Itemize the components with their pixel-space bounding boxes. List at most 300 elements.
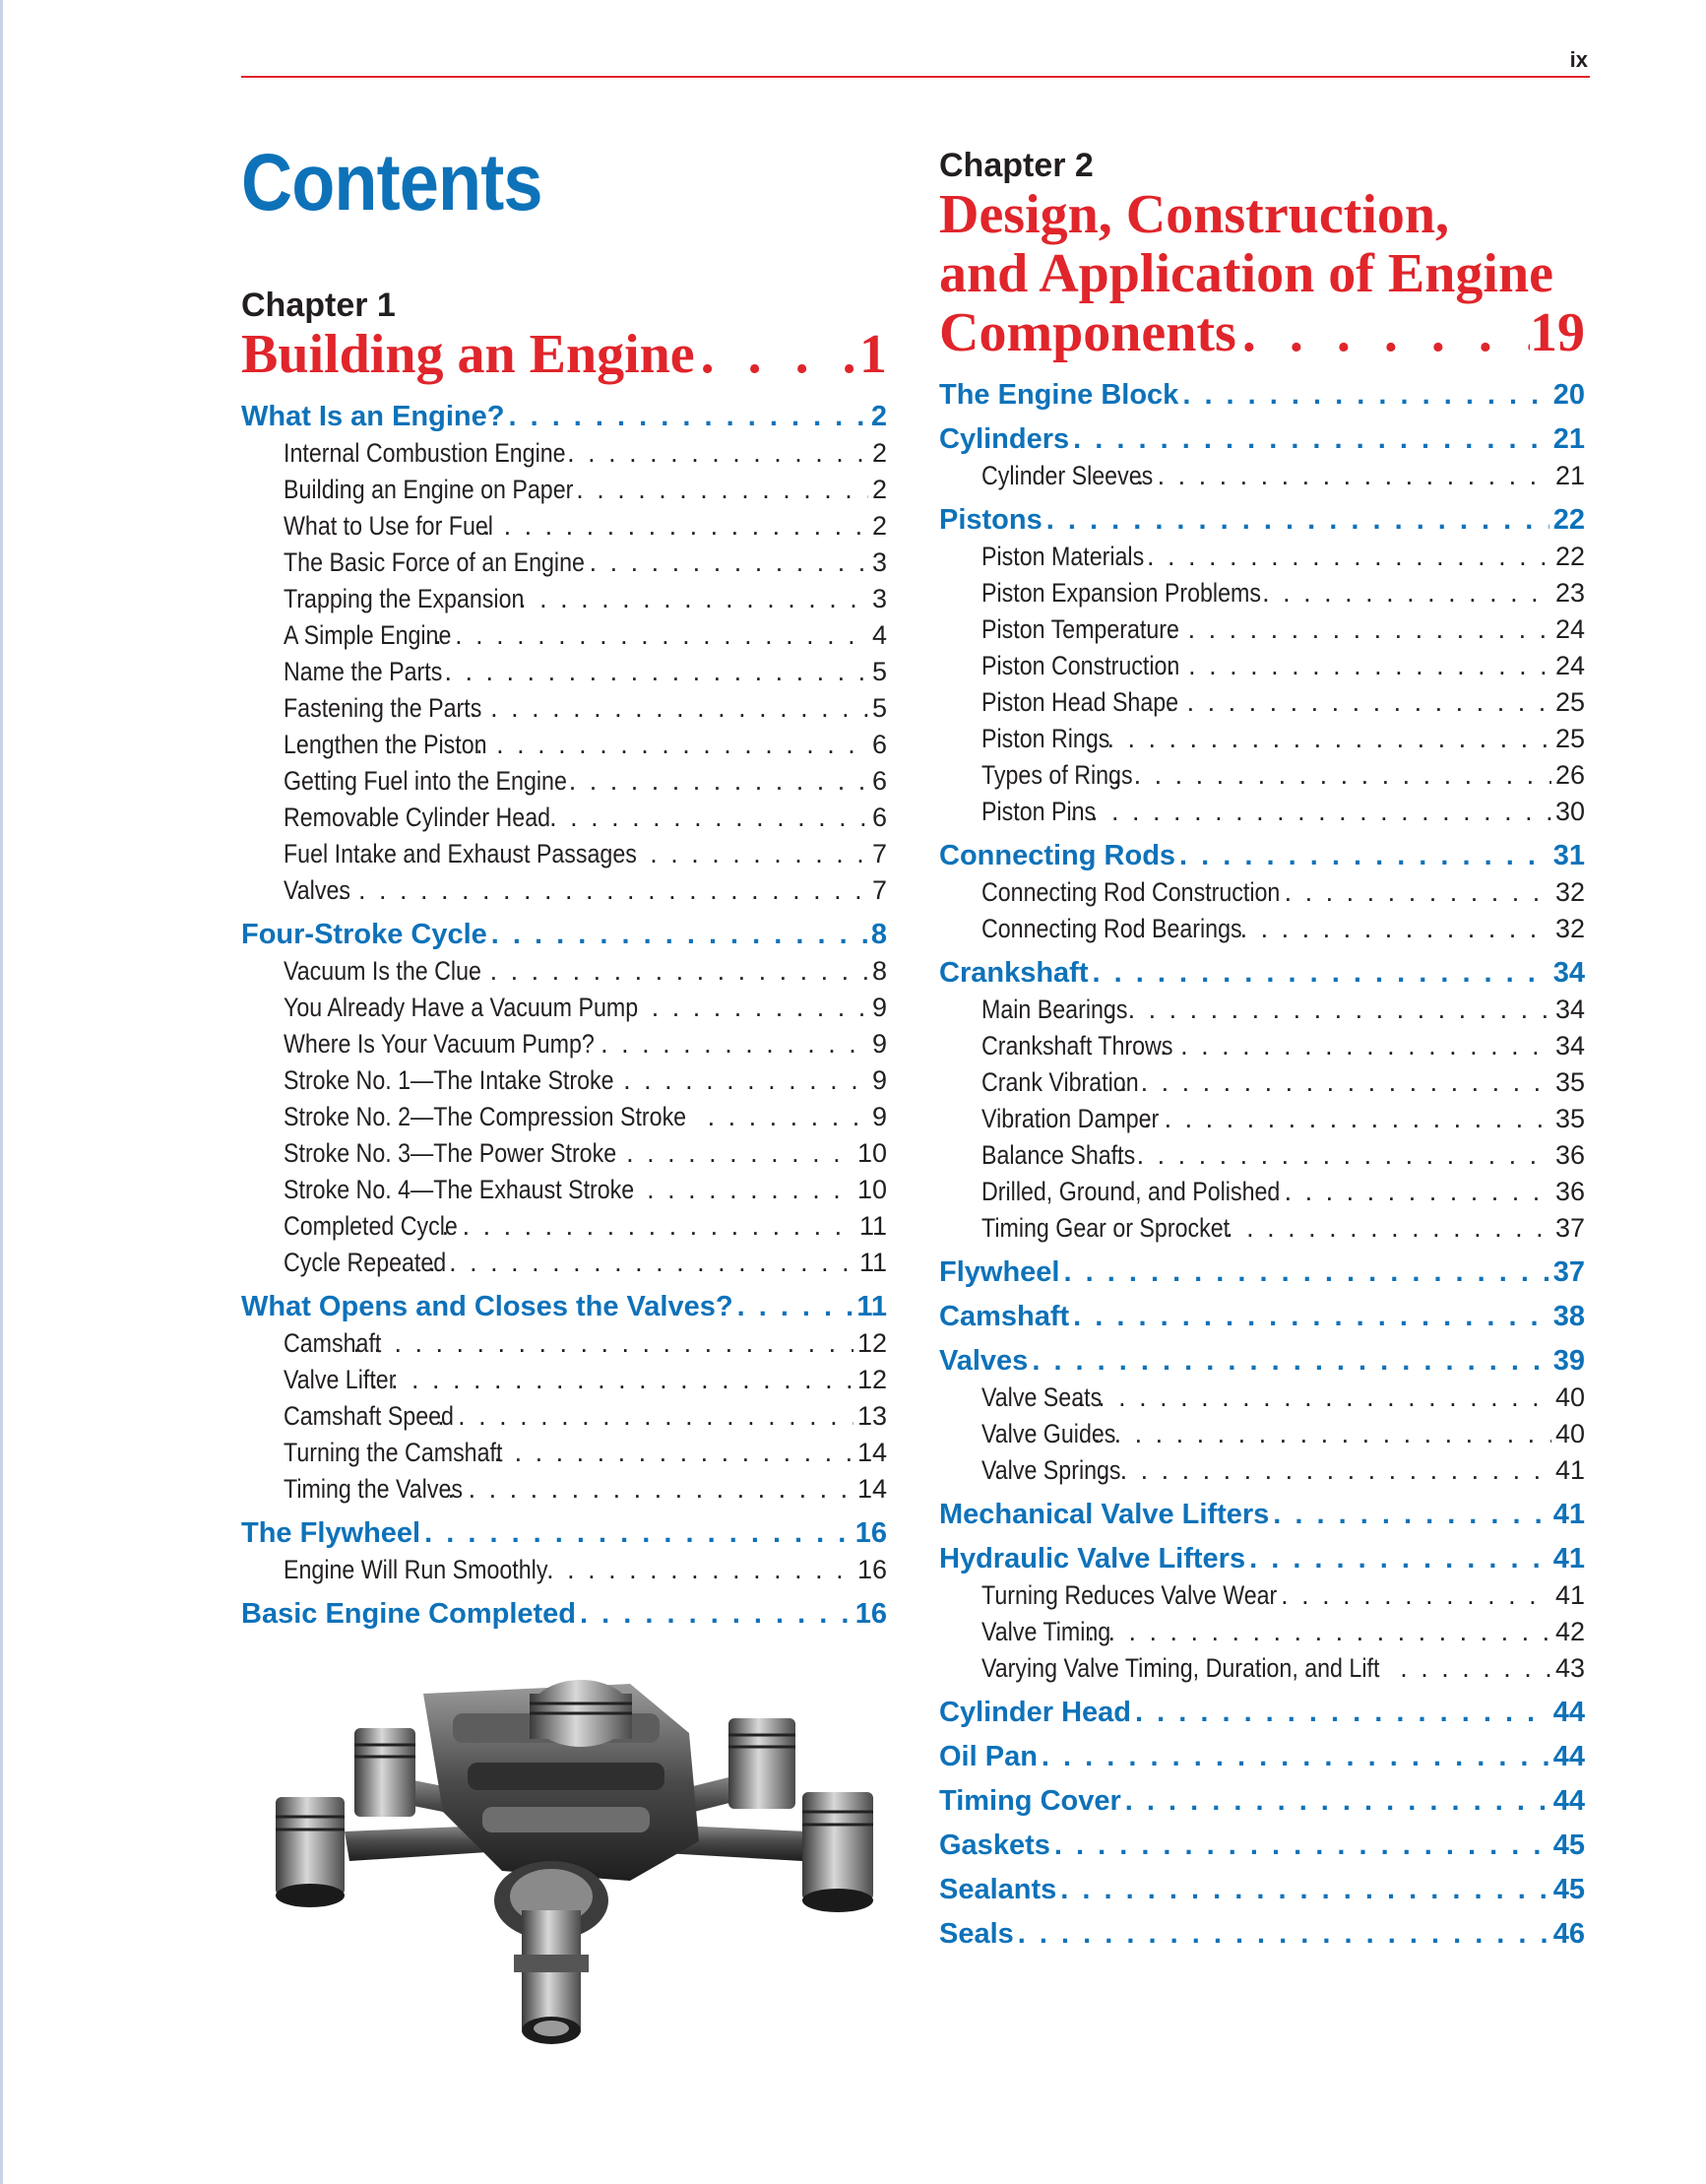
dot-leader: [1160, 1028, 1551, 1064]
toc-item-stroke-no-4-the-exhaust-stroke-title: Stroke No. 4—The Exhaust Stroke: [284, 1175, 635, 1204]
dot-leader: [1064, 1253, 1549, 1291]
toc-item-valve-lifter-page: 12: [856, 1365, 887, 1394]
page-edge: [0, 0, 3, 2184]
toc-item-camshaft-page: 12: [856, 1328, 887, 1358]
dot-leader: [1032, 1342, 1548, 1380]
toc-item-engine-will-run-smoothly[interactable]: [241, 1552, 887, 1588]
dot-leader: [1113, 757, 1551, 794]
toc-item-cycle-repeated-page: 11: [858, 1248, 887, 1277]
dot-leader: [1285, 874, 1551, 911]
dot-leader: [1281, 1577, 1551, 1614]
toc-item-cycle-repeated-title: Cycle Repeated: [284, 1248, 447, 1277]
dot-leader: [1262, 575, 1551, 611]
dot-leader: [1100, 1452, 1551, 1489]
dot-leader: [491, 916, 867, 953]
toc-item-turning-reduces-valve-wear-page: 41: [1554, 1580, 1585, 1610]
dot-leader: [546, 1552, 853, 1588]
dot-leader: [1060, 1871, 1548, 1908]
toc-item-piston-pins-title: Piston Pins: [981, 797, 1097, 826]
toc-item-getting-fuel-into-the-engine-title: Getting Fuel into the Engine: [284, 766, 567, 796]
toc-section-cylinders-title: Cylinders: [939, 423, 1070, 455]
toc-section-what-opens-and-closes-the-valves-title: What Opens and Closes the Valves?: [241, 1291, 733, 1322]
toc-item-timing-gear-or-sprocket-title: Timing Gear or Sprocket: [981, 1213, 1231, 1243]
toc-section-pistons-page: 22: [1552, 504, 1585, 536]
toc-item-crank-vibration[interactable]: [939, 1064, 1585, 1101]
dot-leader: [1182, 376, 1548, 414]
toc-item-fuel-intake-and-exhaust-passages-page: 7: [871, 839, 887, 868]
toc-section-four-stroke-cycle-title: Four-Stroke Cycle: [241, 919, 487, 950]
toc-item-camshaft-speed-title: Camshaft Speed: [284, 1401, 454, 1431]
toc-item-crank-vibration-page: 35: [1554, 1067, 1585, 1097]
toc-item-building-an-engine-on-paper[interactable]: [241, 472, 887, 508]
toc-item-valve-timing-title: Valve Timing: [981, 1617, 1111, 1646]
toc-section-what-is-an-engine-title: What Is an Engine?: [241, 401, 505, 432]
toc-item-the-basic-force-of-an-engine-page: 3: [871, 547, 887, 577]
toc-item-crankshaft-throws[interactable]: [939, 1028, 1585, 1064]
toc-section-sealants-page: 45: [1552, 1874, 1585, 1905]
chapter-2-column: [939, 146, 1585, 1953]
toc-item-turning-the-camshaft-title: Turning the Camshaft: [284, 1438, 503, 1467]
toc-section-mechanical-valve-lifters[interactable]: [939, 1496, 1585, 1533]
toc-item-turning-the-camshaft[interactable]: [241, 1435, 887, 1471]
chapter-title-line: [241, 325, 887, 384]
toc-item-a-simple-engine[interactable]: [241, 617, 887, 654]
toc-item-engine-will-run-smoothly-page: 16: [856, 1555, 887, 1584]
dot-leader: [508, 398, 866, 435]
toc-item-fuel-intake-and-exhaust-passages[interactable]: [241, 836, 887, 872]
toc-item-piston-expansion-problems[interactable]: [939, 575, 1585, 611]
dot-leader: [1070, 794, 1551, 830]
dot-leader: [1042, 1738, 1549, 1775]
toc-item-connecting-rod-bearings-page: 32: [1554, 914, 1585, 943]
toc-item-valve-springs-page: 41: [1554, 1455, 1585, 1485]
toc-item-types-of-rings-page: 26: [1554, 760, 1585, 790]
toc-item-turning-reduces-valve-wear-title: Turning Reduces Valve Wear: [981, 1580, 1278, 1610]
toc-item-camshaft[interactable]: [241, 1325, 887, 1362]
dot-leader: [1226, 1210, 1551, 1247]
chapter-title-line: [939, 185, 1585, 244]
toc-section-camshaft[interactable]: [939, 1298, 1585, 1335]
toc-item-connecting-rod-construction-title: Connecting Rod Construction: [981, 877, 1281, 907]
toc-item-the-basic-force-of-an-engine-title: The Basic Force of an Engine: [284, 547, 585, 577]
toc-item-valves-page: 7: [871, 875, 887, 905]
toc-item-fastening-the-parts-title: Fastening the Parts: [284, 693, 482, 723]
toc-section-seals-title: Seals: [939, 1918, 1014, 1950]
toc-item-removable-cylinder-head-title: Removable Cylinder Head: [284, 803, 551, 832]
toc-item-stroke-no-3-the-power-stroke[interactable]: [241, 1135, 887, 1172]
toc-section-what-is-an-engine[interactable]: [241, 398, 887, 435]
toc-item-crankshaft-throws-title: Crankshaft Throws: [981, 1031, 1173, 1060]
toc-section-hydraulic-valve-lifters-page: 41: [1552, 1543, 1585, 1574]
toc-section-gaskets[interactable]: [939, 1827, 1585, 1864]
dot-leader: [434, 617, 868, 654]
toc-item-stroke-no-2-the-compression-stroke-page: 9: [871, 1102, 887, 1131]
toc-item-valve-guides-title: Valve Guides: [981, 1419, 1116, 1448]
toc-item-valve-lifter[interactable]: [241, 1362, 887, 1398]
dot-leader: [370, 1362, 853, 1398]
toc-item-drilled-ground-and-polished-title: Drilled, Ground, and Polished: [981, 1177, 1281, 1206]
toc-item-stroke-no-3-the-power-stroke-page: 10: [856, 1138, 887, 1168]
dot-leader: [437, 1398, 853, 1435]
dot-leader: [708, 1099, 868, 1135]
toc-item-piston-rings-title: Piston Rings: [981, 724, 1110, 753]
toc-item-vibration-damper-page: 35: [1554, 1104, 1585, 1133]
chapter-title-text: Design, Construction,: [939, 184, 1450, 245]
toc-item-completed-cycle-title: Completed Cycle: [284, 1211, 458, 1241]
toc-item-completed-cycle[interactable]: [241, 1208, 887, 1245]
dot-leader: [353, 1325, 853, 1362]
chapter-title-text: Components: [939, 302, 1236, 363]
dot-leader: [1018, 1915, 1549, 1953]
toc-item-valve-timing-page: 42: [1554, 1617, 1585, 1646]
toc-item-cylinder-sleeves-page: 21: [1554, 461, 1585, 490]
toc-item-stroke-no-1-the-intake-stroke-title: Stroke No. 1—The Intake Stroke: [284, 1065, 614, 1095]
toc-item-you-already-have-a-vacuum-pump[interactable]: [241, 990, 887, 1026]
toc-item-piston-expansion-problems-page: 23: [1554, 578, 1585, 608]
chapter-title-line: [939, 303, 1585, 362]
dot-leader: [1126, 539, 1551, 575]
toc-item-valve-seats[interactable]: [939, 1380, 1585, 1416]
toc-item-where-is-your-vacuum-pump-page: 9: [871, 1029, 887, 1059]
chapter-2-toc: [939, 376, 1585, 1953]
toc-section-sealants[interactable]: [939, 1871, 1585, 1908]
dot-leader: [519, 581, 868, 617]
toc-item-timing-the-valves-title: Timing the Valves: [284, 1474, 463, 1504]
toc-item-lengthen-the-piston-title: Lengthen the Piston: [284, 730, 487, 759]
dot-leader: [1137, 458, 1551, 494]
toc-item-varying-valve-timing-duration-and-lift-page: 43: [1554, 1653, 1585, 1683]
toc-item-main-bearings-title: Main Bearings: [981, 995, 1128, 1024]
toc-item-piston-rings[interactable]: [939, 721, 1585, 757]
chapter-1-label: Chapter 1: [241, 287, 396, 324]
engine-crankshaft-pistons-photo: [256, 1674, 886, 2068]
toc-item-crank-vibration-title: Crank Vibration: [981, 1067, 1139, 1097]
toc-section-flywheel[interactable]: [939, 1253, 1585, 1291]
toc-section-oil-pan-title: Oil Pan: [939, 1741, 1038, 1772]
toc-item-connecting-rod-bearings[interactable]: [939, 911, 1585, 947]
dot-leader: [1168, 648, 1551, 684]
toc-section-cylinders-page: 21: [1552, 423, 1585, 455]
dot-leader: [1400, 1650, 1551, 1687]
toc-item-building-an-engine-on-paper-page: 2: [871, 475, 887, 504]
dot-leader: [470, 953, 868, 990]
dot-leader: [590, 545, 868, 581]
dot-leader: [1073, 1298, 1549, 1335]
toc-section-connecting-rods-page: 31: [1552, 840, 1585, 871]
toc-section-flywheel-title: Flywheel: [939, 1256, 1060, 1288]
toc-item-main-bearings[interactable]: [939, 992, 1585, 1028]
toc-item-stroke-no-2-the-compression-stroke-title: Stroke No. 2—The Compression Stroke: [284, 1102, 687, 1131]
toc-item-piston-materials[interactable]: [939, 539, 1585, 575]
dot-leader: [650, 836, 868, 872]
chapter-title-text: Building an Engine: [241, 324, 695, 385]
toc-item-lengthen-the-piston-page: 6: [871, 730, 887, 759]
dot-leader: [569, 763, 868, 800]
toc-section-timing-cover[interactable]: [939, 1782, 1585, 1820]
toc-item-internal-combustion-engine-title: Internal Combustion Engine: [284, 438, 566, 468]
toc-section-valves-title: Valves: [939, 1345, 1029, 1377]
toc-item-removable-cylinder-head[interactable]: [241, 800, 887, 836]
toc-section-the-flywheel-title: The Flywheel: [241, 1517, 421, 1549]
dot-leader: [576, 472, 868, 508]
toc-section-the-engine-block[interactable]: [939, 376, 1585, 414]
toc-item-balance-shafts-page: 36: [1554, 1140, 1585, 1170]
toc-item-building-an-engine-on-paper-title: Building an Engine on Paper: [284, 475, 574, 504]
toc-section-timing-cover-page: 44: [1552, 1785, 1585, 1817]
dot-leader: [470, 690, 868, 727]
toc-section-cylinders[interactable]: [939, 420, 1585, 458]
toc-section-cylinder-head-page: 44: [1552, 1697, 1585, 1728]
toc-item-removable-cylinder-head-page: 6: [871, 803, 887, 832]
toc-item-cycle-repeated[interactable]: [241, 1245, 887, 1281]
dot-leader: [1116, 1137, 1551, 1174]
dot-leader: [1168, 611, 1551, 648]
toc-item-stroke-no-4-the-exhaust-stroke-page: 10: [856, 1175, 887, 1204]
toc-item-vibration-damper-title: Vibration Damper: [981, 1104, 1160, 1133]
toc-item-stroke-no-1-the-intake-stroke-page: 9: [871, 1065, 887, 1095]
dot-leader: [317, 872, 868, 909]
toc-section-gaskets-title: Gaskets: [939, 1830, 1050, 1861]
toc-item-piston-rings-page: 25: [1554, 724, 1585, 753]
toc-item-vacuum-is-the-clue-title: Vacuum Is the Clue: [284, 956, 481, 986]
dot-leader: [1167, 684, 1551, 721]
chapter-title-text: and Application of Engine: [939, 243, 1553, 304]
toc-item-valve-lifter-title: Valve Lifter: [284, 1365, 397, 1394]
toc-item-you-already-have-a-vacuum-pump-title: You Already Have a Vacuum Pump: [284, 993, 639, 1022]
page-number: ix: [1569, 47, 1588, 72]
toc-section-the-engine-block-page: 20: [1552, 379, 1585, 411]
toc-item-vibration-damper[interactable]: [939, 1101, 1585, 1137]
toc-item-what-to-use-for-fuel[interactable]: [241, 508, 887, 545]
chapter-title-page: 1: [859, 324, 887, 385]
dot-leader: [1125, 1782, 1549, 1820]
toc-section-valves[interactable]: [939, 1342, 1585, 1380]
toc-item-valve-guides[interactable]: [939, 1416, 1585, 1452]
toc-section-basic-engine-completed-page: 16: [854, 1598, 887, 1630]
toc-item-getting-fuel-into-the-engine-page: 6: [871, 766, 887, 796]
toc-section-connecting-rods[interactable]: [939, 837, 1585, 874]
toc-item-lengthen-the-piston[interactable]: [241, 727, 887, 763]
toc-item-a-simple-engine-page: 4: [871, 620, 887, 650]
dot-leader: [1285, 1174, 1551, 1210]
toc-item-cylinder-sleeves[interactable]: [939, 458, 1585, 494]
dot-leader: [1087, 721, 1551, 757]
chapter-title-page: 19: [1530, 302, 1585, 363]
toc-item-piston-construction[interactable]: [939, 648, 1585, 684]
toc-section-hydraulic-valve-lifters-title: Hydraulic Valve Lifters: [939, 1543, 1246, 1574]
dot-leader: [600, 1026, 868, 1062]
toc-item-what-to-use-for-fuel-title: What to Use for Fuel: [284, 511, 493, 541]
toc-item-where-is-your-vacuum-pump-title: Where Is Your Vacuum Pump?: [284, 1029, 595, 1059]
toc-section-sealants-title: Sealants: [939, 1874, 1057, 1905]
chapter-1-toc: [241, 398, 887, 1633]
dot-leader: [1135, 1694, 1549, 1731]
dot-leader: [652, 990, 868, 1026]
toc-section-gaskets-page: 45: [1552, 1830, 1585, 1861]
toc-item-name-the-parts[interactable]: [241, 654, 887, 690]
toc-item-internal-combustion-engine-page: 2: [871, 438, 887, 468]
toc-item-stroke-no-2-the-compression-stroke[interactable]: [241, 1099, 887, 1135]
toc-item-camshaft-speed[interactable]: [241, 1398, 887, 1435]
toc-item-piston-pins[interactable]: [939, 794, 1585, 830]
toc-item-valves-title: Valves: [284, 875, 350, 905]
toc-section-basic-engine-completed-title: Basic Engine Completed: [241, 1598, 577, 1630]
toc-item-valve-springs-title: Valve Springs: [981, 1455, 1121, 1485]
toc-item-timing-the-valves-page: 14: [856, 1474, 887, 1504]
toc-item-valve-seats-page: 40: [1554, 1382, 1585, 1412]
toc-item-name-the-parts-page: 5: [871, 657, 887, 686]
toc-item-balance-shafts[interactable]: [939, 1137, 1585, 1174]
dot-leader: [1054, 1827, 1549, 1864]
toc-item-piston-temperature-title: Piston Temperature: [981, 614, 1179, 644]
dot-leader: [1179, 837, 1549, 874]
toc-item-valves[interactable]: [241, 872, 887, 909]
dot-leader: [580, 1595, 852, 1633]
toc-item-balance-shafts-title: Balance Shafts: [981, 1140, 1136, 1170]
toc-section-the-flywheel[interactable]: [241, 1514, 887, 1552]
page-title: Contents: [241, 138, 542, 227]
dot-leader: [1273, 1496, 1548, 1533]
toc-section-hydraulic-valve-lifters[interactable]: [939, 1540, 1585, 1577]
toc-section-oil-pan-page: 44: [1552, 1741, 1585, 1772]
toc-section-what-opens-and-closes-the-valves[interactable]: [241, 1288, 887, 1325]
toc-item-timing-the-valves[interactable]: [241, 1471, 887, 1508]
toc-item-completed-cycle-page: 11: [858, 1211, 887, 1241]
toc-section-basic-engine-completed[interactable]: [241, 1595, 887, 1633]
chapter-2-title[interactable]: [939, 185, 1585, 362]
header-rule: [241, 76, 1590, 78]
toc-item-piston-materials-page: 22: [1554, 542, 1585, 571]
dot-leader: [1088, 1614, 1551, 1650]
chapter-1-title[interactable]: [241, 325, 887, 384]
toc-item-engine-will-run-smoothly-title: Engine Will Run Smoothly: [284, 1555, 548, 1584]
toc-section-crankshaft-title: Crankshaft: [939, 957, 1089, 989]
toc-item-types-of-rings[interactable]: [939, 757, 1585, 794]
toc-item-valve-timing[interactable]: [939, 1614, 1585, 1650]
toc-section-four-stroke-cycle[interactable]: [241, 916, 887, 953]
dot-leader: [1144, 1101, 1551, 1137]
toc-item-a-simple-engine-title: A Simple Engine: [284, 620, 452, 650]
dot-leader: [549, 800, 868, 836]
toc-section-pistons[interactable]: [939, 501, 1585, 539]
toc-section-valves-page: 39: [1552, 1345, 1585, 1377]
toc-section-what-is-an-engine-page: 2: [870, 401, 887, 432]
toc-item-valve-seats-title: Valve Seats: [981, 1382, 1103, 1412]
toc-item-timing-gear-or-sprocket-page: 37: [1554, 1213, 1585, 1243]
dot-leader: [483, 508, 868, 545]
dot-leader: [442, 1208, 855, 1245]
toc-section-four-stroke-cycle-page: 8: [870, 919, 887, 950]
dot-leader: [1249, 1540, 1549, 1577]
dot-leader: [1046, 501, 1549, 539]
toc-section-connecting-rods-title: Connecting Rods: [939, 840, 1176, 871]
dot-leader: [1107, 992, 1551, 1028]
toc-item-fastening-the-parts-page: 5: [871, 693, 887, 723]
dot-leader: [1077, 1380, 1551, 1416]
toc-item-vacuum-is-the-clue[interactable]: [241, 953, 887, 990]
dot-leader: [626, 1135, 853, 1172]
toc-item-piston-head-shape-title: Piston Head Shape: [981, 687, 1179, 717]
dot-leader: [623, 1062, 868, 1099]
toc-section-pistons-title: Pistons: [939, 504, 1043, 536]
toc-section-oil-pan[interactable]: [939, 1738, 1585, 1775]
toc-item-vacuum-is-the-clue-page: 8: [871, 956, 887, 986]
toc-item-stroke-no-3-the-power-stroke-title: Stroke No. 3—The Power Stroke: [284, 1138, 617, 1168]
dot-leader: [1093, 954, 1549, 992]
toc-item-getting-fuel-into-the-engine[interactable]: [241, 763, 887, 800]
toc-section-seals-page: 46: [1552, 1918, 1585, 1950]
chapter-1-column: [241, 286, 887, 1633]
toc-section-mechanical-valve-lifters-title: Mechanical Valve Lifters: [939, 1499, 1270, 1530]
chapter-2-label: Chapter 2: [939, 147, 1094, 184]
dot-leader: [1094, 1416, 1551, 1452]
toc-section-crankshaft-page: 34: [1552, 957, 1585, 989]
toc-item-you-already-have-a-vacuum-pump-page: 9: [871, 993, 887, 1022]
toc-item-piston-temperature[interactable]: [939, 611, 1585, 648]
toc-section-cylinder-head-title: Cylinder Head: [939, 1697, 1131, 1728]
toc-item-the-basic-force-of-an-engine[interactable]: [241, 545, 887, 581]
toc-section-cylinder-head[interactable]: [939, 1694, 1585, 1731]
toc-item-camshaft-speed-page: 13: [856, 1401, 887, 1431]
toc-section-what-opens-and-closes-the-valves-page: 11: [856, 1291, 887, 1322]
toc-item-timing-gear-or-sprocket[interactable]: [939, 1210, 1585, 1247]
toc-item-piston-temperature-page: 24: [1554, 614, 1585, 644]
dot-leader: [1073, 420, 1549, 458]
toc-item-connecting-rod-construction[interactable]: [939, 874, 1585, 911]
toc-item-where-is-your-vacuum-pump[interactable]: [241, 1026, 887, 1062]
toc-item-main-bearings-page: 34: [1554, 995, 1585, 1024]
dot-leader: [424, 654, 868, 690]
toc-item-turning-the-camshaft-page: 14: [856, 1438, 887, 1467]
toc-item-piston-head-shape-page: 25: [1554, 687, 1585, 717]
chapter-title-line: [939, 244, 1585, 303]
toc-item-stroke-no-1-the-intake-stroke[interactable]: [241, 1062, 887, 1099]
dot-leader: [1242, 303, 1530, 362]
toc-item-camshaft-title: Camshaft: [284, 1328, 382, 1358]
toc-section-the-engine-block-title: The Engine Block: [939, 379, 1179, 411]
toc-item-piston-head-shape[interactable]: [939, 684, 1585, 721]
toc-item-piston-expansion-problems-title: Piston Expansion Problems: [981, 578, 1261, 608]
dot-leader: [737, 1288, 853, 1325]
dot-leader: [494, 1435, 853, 1471]
toc-section-crankshaft[interactable]: [939, 954, 1585, 992]
toc-item-turning-reduces-valve-wear[interactable]: [939, 1577, 1585, 1614]
toc-item-trapping-the-expansion-title: Trapping the Expansion: [284, 584, 525, 613]
toc-section-camshaft-title: Camshaft: [939, 1301, 1070, 1332]
toc-item-valve-springs[interactable]: [939, 1452, 1585, 1489]
toc-item-varying-valve-timing-duration-and-lift[interactable]: [939, 1650, 1585, 1687]
dot-leader: [428, 1245, 855, 1281]
dot-leader: [701, 325, 859, 384]
toc-item-drilled-ground-and-polished-page: 36: [1554, 1177, 1585, 1206]
toc-item-internal-combustion-engine[interactable]: [241, 435, 887, 472]
toc-section-camshaft-page: 38: [1552, 1301, 1585, 1332]
toc-item-trapping-the-expansion[interactable]: [241, 581, 887, 617]
toc-item-stroke-no-4-the-exhaust-stroke[interactable]: [241, 1172, 887, 1208]
dot-leader: [567, 435, 868, 472]
toc-section-timing-cover-title: Timing Cover: [939, 1785, 1121, 1817]
toc-item-piston-pins-page: 30: [1554, 797, 1585, 826]
toc-section-seals[interactable]: [939, 1915, 1585, 1953]
toc-section-flywheel-page: 37: [1552, 1256, 1585, 1288]
toc-item-cylinder-sleeves-title: Cylinder Sleeves: [981, 461, 1154, 490]
toc-section-the-flywheel-page: 16: [854, 1517, 887, 1549]
toc-item-fastening-the-parts[interactable]: [241, 690, 887, 727]
dot-leader: [475, 727, 868, 763]
toc-item-drilled-ground-and-polished[interactable]: [939, 1174, 1585, 1210]
toc-item-types-of-rings-title: Types of Rings: [981, 760, 1133, 790]
toc-item-connecting-rod-construction-page: 32: [1554, 877, 1585, 907]
